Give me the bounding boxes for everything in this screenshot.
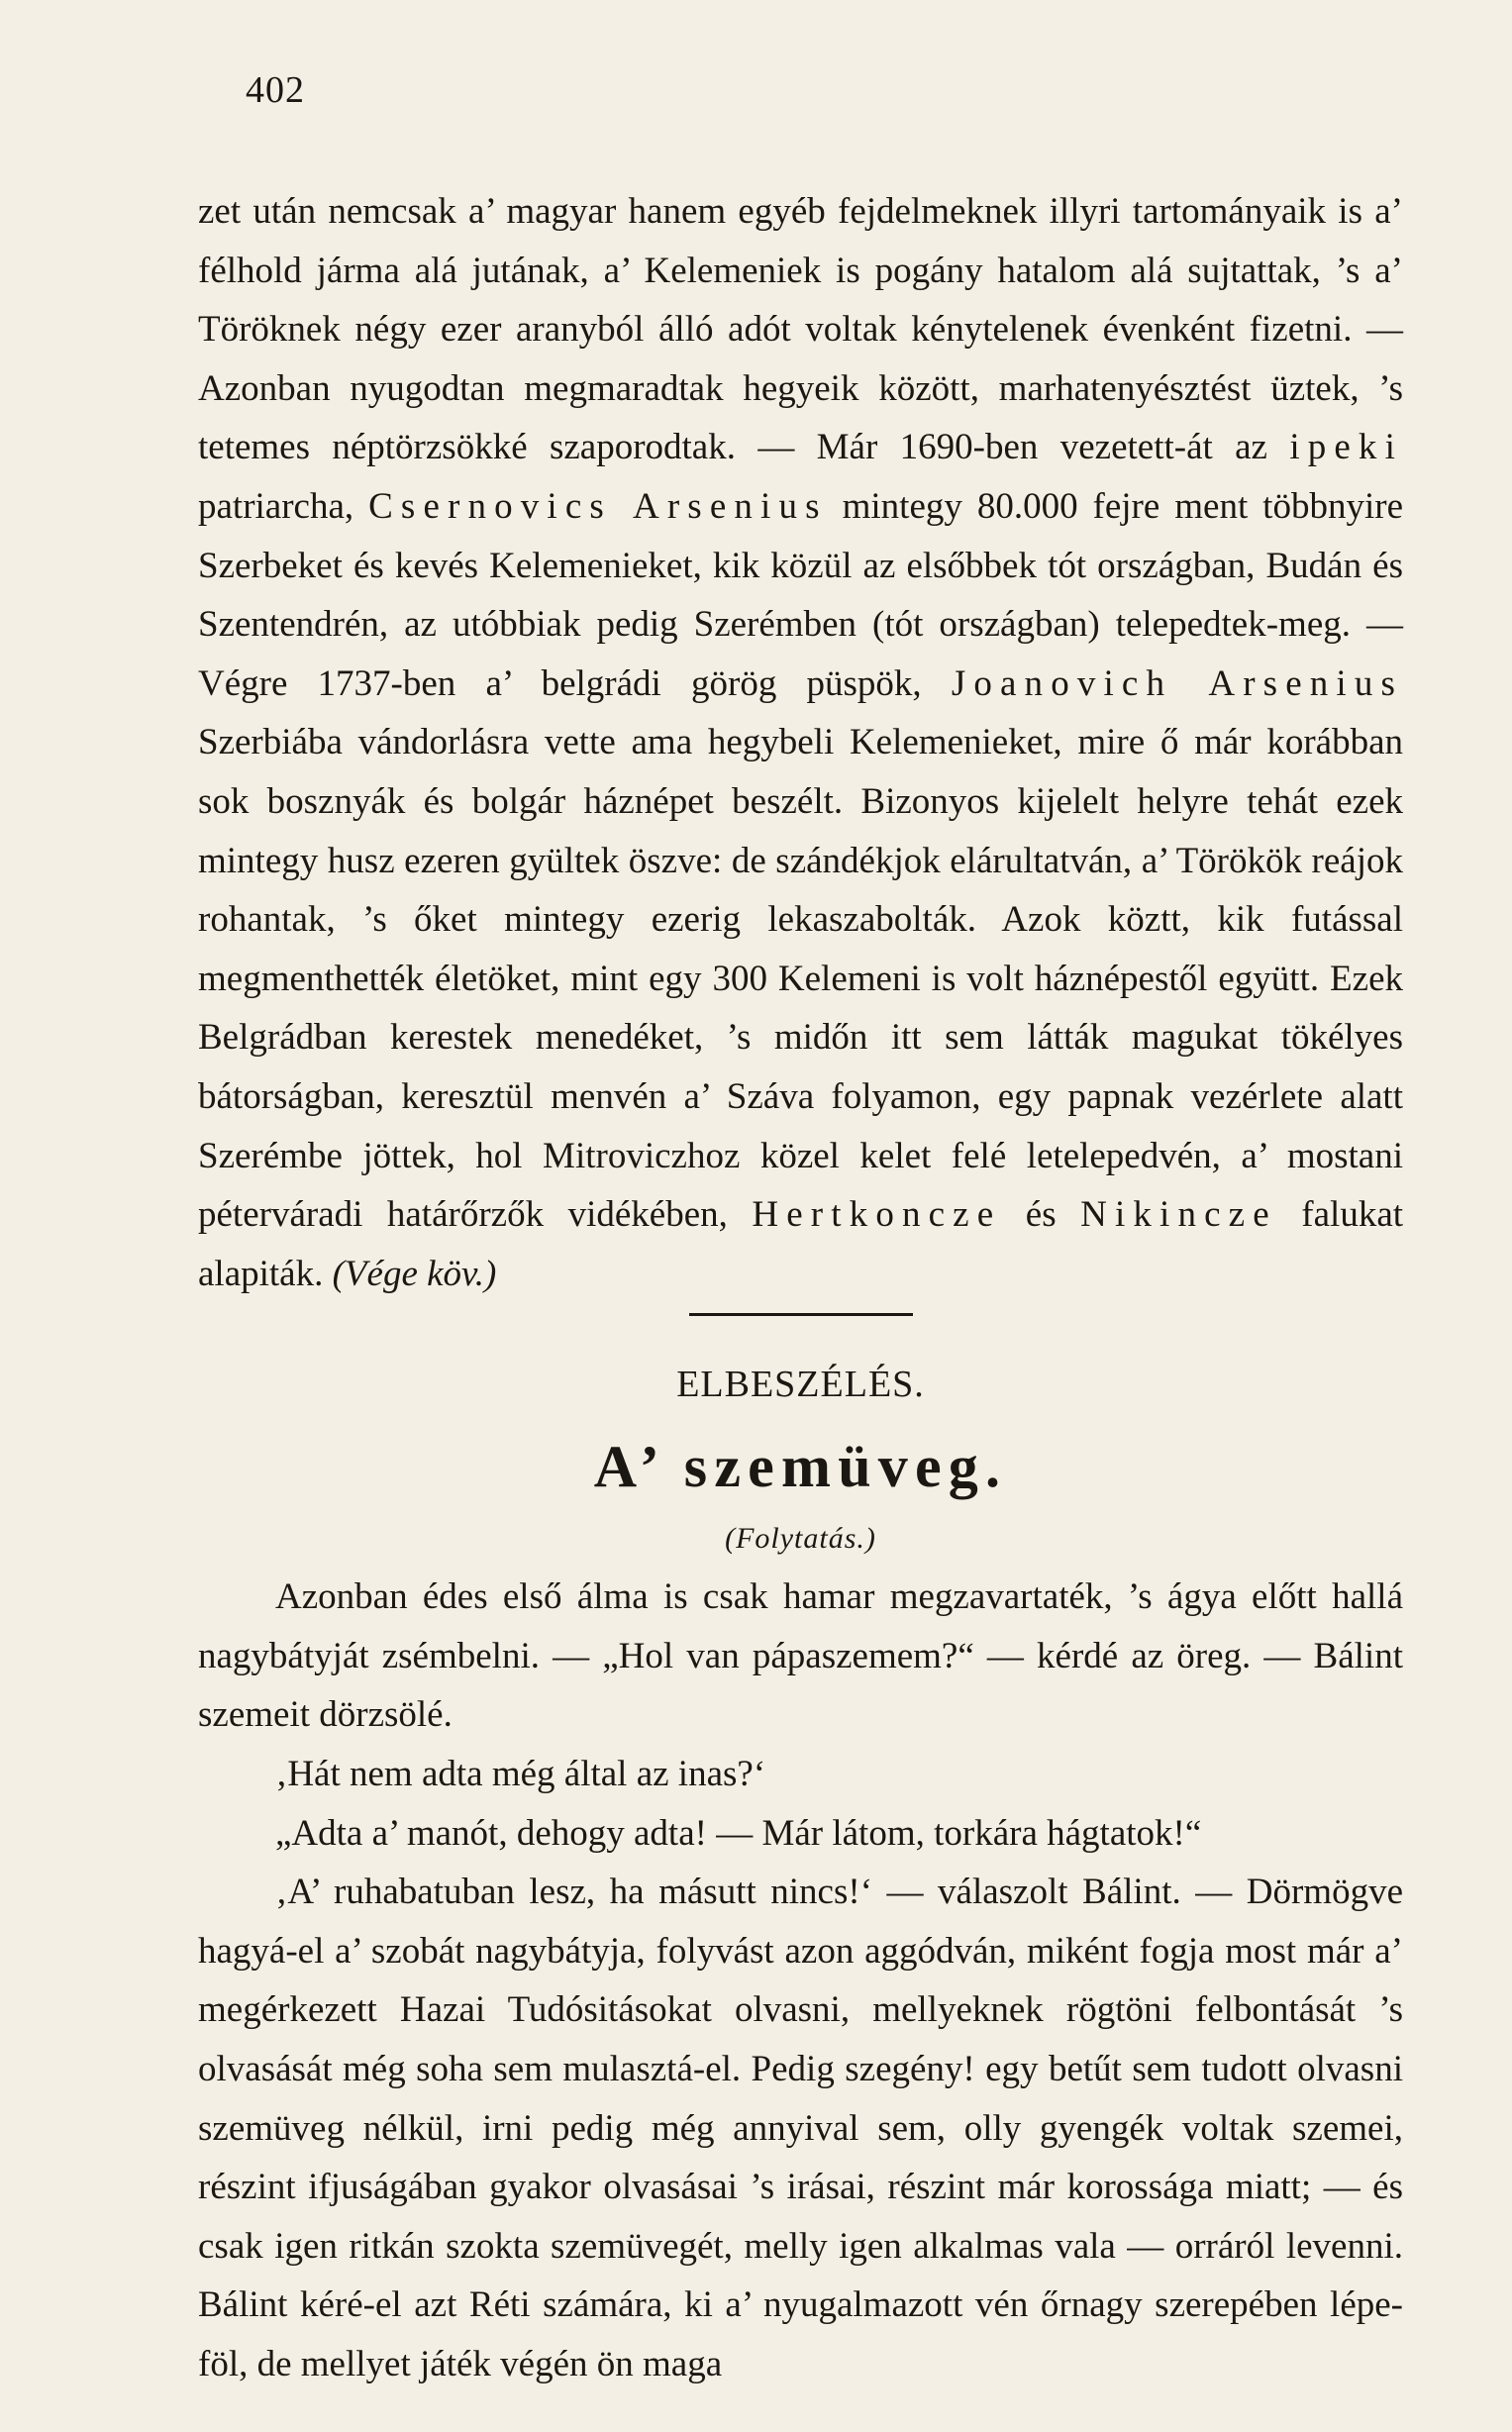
article-text: patriarcha, bbox=[198, 485, 354, 527]
story-paragraph: „Adta a’ manót, dehogy adta! — Már látom, torkára hágtatok!“ bbox=[275, 1812, 1202, 1854]
spaced-name: Nikincze bbox=[1080, 1194, 1277, 1236]
section-heading: ELBESZÉLÉS. bbox=[676, 1364, 925, 1406]
spaced-name: Joanovich Arsenius bbox=[951, 662, 1404, 704]
article-text: és bbox=[1025, 1194, 1057, 1236]
spaced-name: Hertkoncze bbox=[752, 1194, 1002, 1236]
story-paragraph: ‚A’ ruhabatuban lesz, ha másutt nincs!‘ — válaszolt Bálint. — Dörmögve hagyá-el a’ szobát nagybátyja, folyvást azon aggódván, miként fogja most már a’ megérkezett Hazai Tudósitásokat olvasni, mellyeknek rögtöni felbontását ’s olvasását még soha sem mulasztá-el. Pedig szegény! egy betűt sem tudott olvasni szemüveg nélkül, irni pedig még annyival sem, olly gyengék voltak szemei, részint ifjuságában gyakor olvasásai ’s irásai, részint már korossága miatt; — és csak igen ritkán szokta szemüvegét, melly igen alkalmas vala — orráról levenni. Bálint kéré-el azt Réti számára, ki a’ nyugalmazott vén őrnagy szerepében lépe-föl, de mellyet játék végén ön maga bbox=[198, 1872, 1403, 2384]
continuation-label: (Folytatás.) bbox=[725, 1522, 876, 1556]
article-paragraph bbox=[198, 182, 1403, 1303]
story-title: A’ szemüveg. bbox=[593, 1434, 1008, 1500]
story-body bbox=[198, 1568, 1403, 2393]
section-divider bbox=[689, 1313, 913, 1316]
article-text: Szerbiába vándorlásra vette ama hegybeli Kelemenieket, mire ő már korábban sok bosznyák és bolgár háznépet beszélt. Bizonyos kijelelt helyre tehát ezek mintegy husz ezeren gyültek öszve: de szándékjok elárultatván, a’ Törökök reájok rohantak, ’s őket mintegy ezerig lekaszabolták. Azok köztt, kik futással megmenthették életöket, mint egy 300 Kelemeni is volt háznépestől együtt. Ezek Belgrádban kerestek menedéket, ’s midőn itt sem látták magukat tökélyes bátorságban, keresztül menvén a’ Száva folyamon, egy papnak vezérlete alatt Szerémbe jöttek, hol Mitroviczhoz közel kelet felé letelepedvén, a’ mostani péterváradi határőrzők vidékében, bbox=[198, 722, 1403, 1236]
article-text: zet után nemcsak a’ magyar hanem egyéb fejdelmeknek illyri tartományaik is a’ félhold járma alá jutának, a’ Kelemeniek is pogány hatalom alá sujtattak, ’s a’ Töröknek négy ezer aranyból álló adót voltak kénytelenek évenként fizetni. — Azonban nyugodtan megmaradtak hegyeik között, marhatenyésztést üztek, ’s tetemes néptörzsökké szaporodtak. — Már 1690-ben vezetett-át az bbox=[198, 191, 1403, 468]
spaced-name: Csernovics Arsenius bbox=[368, 485, 828, 527]
article-text: mintegy 80.000 fejre ment többnyire Szerbeket és kevés Kelemenieket, kik közül az elsőbbek tót országban, Budán és Szentendrén, az utóbbiak pedig Szerémben (tót országban) telepedtek-meg. — Végre 1737-ben a’ belgrádi görög püspök, bbox=[198, 485, 1403, 704]
continuation-note: (Vége köv.) bbox=[332, 1253, 497, 1294]
spaced-name: ipeki bbox=[1289, 427, 1403, 468]
story-paragraph: Azonban édes első álma is csak hamar megzavartaték, ’s ágya előtt hallá nagybátyját zsémbelni. — „Hol van pápaszemem?“ — kérdé az öreg. — Bálint szemeit dörzsölé. bbox=[198, 1576, 1403, 1736]
page-number: 402 bbox=[246, 69, 305, 111]
article-text: falukat alapiták. bbox=[198, 1194, 1404, 1294]
story-paragraph: ‚Hát nem adta még által az inas?‘ bbox=[275, 1754, 766, 1795]
